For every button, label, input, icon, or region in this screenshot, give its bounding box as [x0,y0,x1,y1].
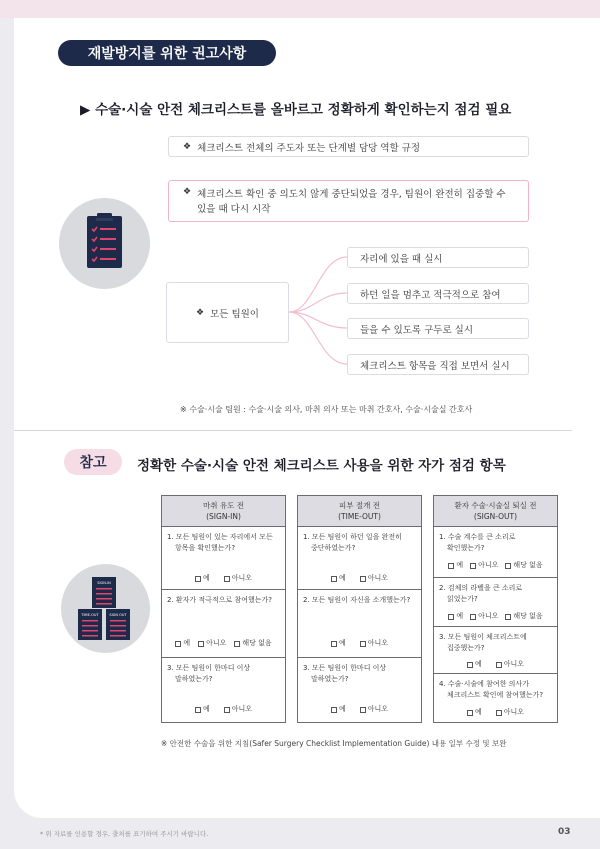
team-members-label: 모든 팀원이 [210,308,259,320]
page-number: 03 [558,827,571,837]
diamond-bullet-icon: ❖ [183,187,192,197]
column-subtitle: (SIGN-IN) [206,512,241,521]
recommendation-text-2b: 있을 때 다시 시작 [197,204,271,215]
branch-item-3: 들을 수 있도록 구두로 실시 [347,318,529,339]
reference-label: 참고 [64,449,122,475]
yes-checkbox[interactable]: 예 [195,704,210,715]
checklist-item: 1. 모든 팀원이 있는 자리에서 모든 항목을 확인했는가? 예 아니오 [167,533,273,582]
na-checkbox[interactable]: 해당 없음 [505,611,542,622]
diamond-bullet-icon: ❖ [183,141,192,152]
no-checkbox[interactable]: 아니오 [224,704,252,715]
checklist-column-sign-in [161,495,286,723]
citation-footnote: * 위 자료를 인용할 경우, 출처를 표기하여 주시기 바랍니다. [40,830,209,838]
column-subtitle: (TIME-OUT) [338,512,381,521]
clipboard-checklist-icon [59,198,150,289]
team-members-box [166,282,289,343]
no-checkbox[interactable]: 아니오 [360,573,388,584]
no-checkbox[interactable]: 아니오 [496,659,524,670]
time-out-icon-label: TIME-OUT [81,613,99,617]
no-checkbox[interactable]: 아니오 [360,638,388,649]
checklist-docs-circle [61,564,150,653]
checklist-item: 1. 모든 팀원이 하던 일을 완전히 중단하였는가? 예 아니오 [303,533,402,582]
sign-out-icon-label: SIGN OUT [109,613,127,617]
yes-checkbox[interactable]: 예 [175,638,190,649]
team-footnote: ※ 수술·시술 팀원 : 수술·시술 의사, 마취 의사 또는 마취 간호사, 수술·시술실 간호사 [180,405,473,414]
yes-checkbox[interactable]: 예 [448,560,463,571]
checklist-item: 4. 수술·시술에 참여한 의사가 체크리스트 확인에 참여했는가? 예 아니오 [434,673,557,723]
branch-item-2: 하던 일을 멈추고 적극적으로 참여 [347,283,529,304]
no-checkbox[interactable]: 아니오 [224,573,252,584]
recommendation-box-1 [168,136,529,157]
checklist-item: 3. 모든 팀원이 한마디 이상 말하였는가? 예 아니오 [162,657,285,723]
top-band [0,0,600,18]
checklist-item: 2. 검체의 라벨을 큰 소리로 읽었는가? 예 아니오 해당 없음 [434,577,557,626]
checklist-item: 2. 모든 팀원이 자신을 소개했는가? 예 아니오 [298,589,421,657]
checklist-column-time-out [297,495,422,723]
diamond-bullet-icon: ❖ [196,307,205,318]
yes-checkbox[interactable]: 예 [331,573,346,584]
yes-checkbox[interactable]: 예 [448,611,463,622]
column-title: 환자 수술·시술실 퇴실 전 [454,501,537,510]
checklist-column-sign-out [433,495,558,723]
source-note: ※ 안전한 수술을 위한 지침(Safer Surgery Checklist Implementation Guide) 내용 일부 수정 및 보완 [161,739,507,748]
sign-in-icon-label: SIGN-IN [97,581,111,585]
column-header [162,496,285,527]
branch-item-4: 체크리스트 항목을 직접 보면서 실시 [347,354,529,375]
recommendation-text-2a: 체크리스트 확인 중 의도치 않게 중단되었을 경우, 팀원이 완전히 집중할 수 [197,189,506,200]
na-checkbox[interactable]: 해당 없음 [234,638,271,649]
reference-heading: 정확한 수술·시술 안전 체크리스트 사용을 위한 자가 점검 항목 [137,458,506,474]
clipboard-icon-circle [59,198,150,289]
no-checkbox[interactable]: 아니오 [198,638,226,649]
column-title: 마취 유도 전 [203,501,244,510]
yes-checkbox[interactable]: 예 [467,659,482,670]
section-divider [14,430,572,431]
main-heading: ▶ 수술·시술 안전 체크리스트를 올바르고 정확하게 확인하는지 점검 필요 [80,102,512,118]
checklist-item: 1. 수술 계수를 큰 소리로 확인했는가? 예 아니오 해당 없음 [439,533,543,569]
no-checkbox[interactable]: 아니오 [496,707,524,718]
checklist-item: 3. 모든 팀원이 체크리스트에 집중했는가? 예 아니오 [434,626,557,673]
column-title: 피부 절개 전 [339,501,380,510]
yes-checkbox[interactable]: 예 [195,573,210,584]
checklist-item: 2. 환자가 적극적으로 참여했는가? 예 아니오 해당 없음 [162,589,285,657]
column-subtitle: (SIGN-OUT) [473,512,518,521]
branch-connector-lines [289,250,349,370]
yes-checkbox[interactable]: 예 [331,704,346,715]
branch-item-1: 자리에 있을 때 실시 [347,247,529,268]
no-checkbox[interactable]: 아니오 [470,611,498,622]
no-checkbox[interactable]: 아니오 [470,560,498,571]
column-header [434,496,557,527]
yes-checkbox[interactable]: 예 [467,707,482,718]
na-checkbox[interactable]: 해당 없음 [505,560,542,571]
no-checkbox[interactable]: 아니오 [360,704,388,715]
recommendation-box-2 [168,180,529,222]
checklist-documents-icon [61,564,150,653]
column-header [298,496,421,527]
recommendation-text-1: 체크리스트 전체의 주도자 또는 단계별 담당 역할 규정 [197,142,421,154]
section-title: 재발방지를 위한 권고사항 [58,40,276,66]
yes-checkbox[interactable]: 예 [331,638,346,649]
checklist-item: 3. 모든 팀원이 한마디 이상 말하였는가? 예 아니오 [298,657,421,723]
